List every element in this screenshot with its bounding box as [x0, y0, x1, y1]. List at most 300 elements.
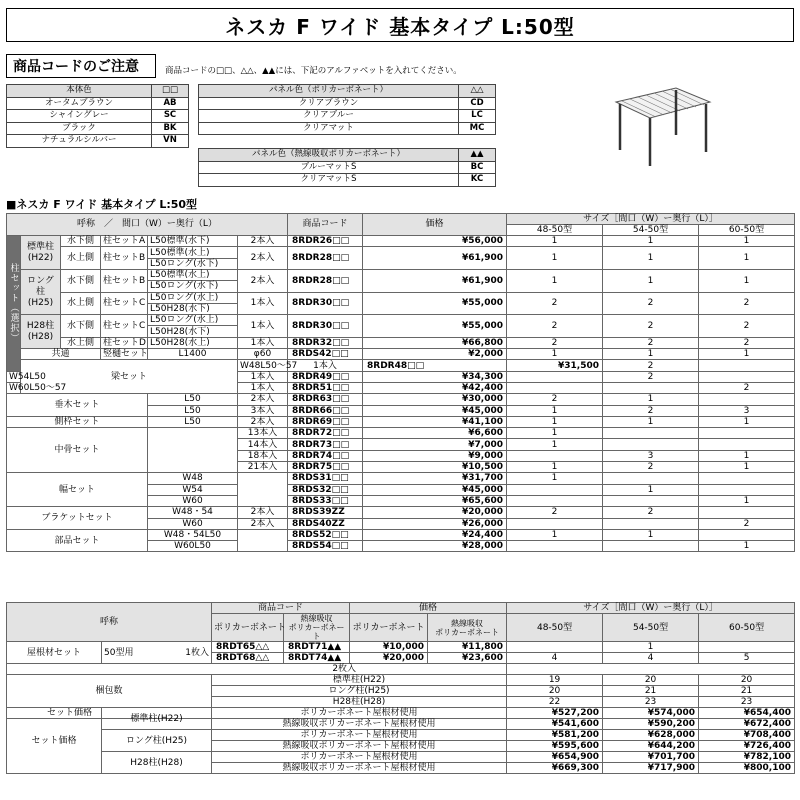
konpo-48: 22 — [507, 697, 603, 708]
qty-60: 1 — [699, 541, 795, 552]
panel-pc-code-header: △△ — [459, 85, 496, 98]
qty: 2本入 — [238, 518, 288, 529]
code: 8RDS40ZZ — [288, 518, 363, 529]
color-code: BK — [152, 122, 189, 135]
price: ¥42,400 — [363, 382, 507, 393]
price: ¥41,100 — [363, 416, 507, 427]
qty-54: 1 — [603, 484, 699, 495]
set-price-48: ¥527,200 — [507, 708, 603, 719]
set-group: H28柱(H28) — [102, 752, 212, 774]
code-heat: 8RDT74▲▲ — [284, 653, 350, 664]
qty-54 — [603, 541, 699, 552]
color-name: ブラック — [7, 122, 152, 135]
side-shita: 水下側 — [61, 315, 101, 338]
qty: 1本入 — [238, 337, 288, 348]
price: ¥66,800 — [363, 337, 507, 348]
qty: 1本入 — [288, 360, 363, 371]
code: 8RDR28□□ — [288, 269, 363, 292]
b-h-price-pc: ポリカーボネート — [350, 614, 428, 642]
size-48: 48-50型 — [507, 224, 603, 235]
panel-name: ブルーマットS — [199, 161, 459, 174]
qty-54: 1 — [603, 416, 699, 427]
qty-54: 1 — [603, 247, 699, 270]
blank-spec — [148, 428, 238, 473]
set-price-48: ¥595,600 — [507, 741, 603, 752]
qty: 2本入 — [238, 416, 288, 427]
qty-48 — [507, 484, 603, 495]
qty-48 — [507, 518, 603, 529]
code: 8RDR63□□ — [288, 394, 363, 405]
set-name: 柱セットC — [101, 292, 148, 315]
konpo-type: H28柱(H28) — [212, 697, 507, 708]
spec: W48L50～57 — [238, 360, 288, 371]
qty-54: 2 — [603, 405, 699, 416]
set-group: ロング柱(H25) — [102, 730, 212, 752]
set-price-60: ¥782,100 — [699, 752, 795, 763]
set-price-48: ¥581,200 — [507, 730, 603, 741]
spec: W54L50 — [7, 371, 21, 382]
set-price-name: セット価格 — [47, 708, 93, 718]
qty-54: 1 — [603, 236, 699, 247]
spec: W48・54 — [148, 507, 238, 518]
panel-code: KC — [459, 174, 496, 187]
price: ¥28,000 — [363, 541, 507, 552]
nakabone-set-label: 中骨セット — [7, 428, 148, 473]
page-title: ネスカ F ワイド 基本タイプ L:50型 — [6, 8, 794, 42]
group-long: ロング柱 (H25) — [21, 269, 61, 314]
price-pc: ¥20,000 — [350, 653, 428, 664]
spec: L50 — [148, 416, 238, 427]
set-price-54: ¥644,200 — [603, 741, 699, 752]
price-pc: ¥10,000 — [350, 642, 428, 653]
qty-54 — [603, 439, 699, 450]
taruki-set-label: 垂木セット — [7, 394, 148, 417]
qty-60: 1 — [699, 247, 795, 270]
set-group: 標準柱(H22) — [102, 708, 212, 730]
konpo-type: ロング柱(H25) — [212, 686, 507, 697]
qty-48: 1 — [507, 529, 603, 540]
spec: W60L50～57 — [7, 382, 21, 393]
qty-54: 2 — [603, 462, 699, 473]
spec: L50ロング(水下) — [148, 281, 238, 292]
notice-text: 商品コードの□□、△△、▲▲には、下記のアルファベットを入れてください。 — [165, 66, 462, 76]
set-price-54: ¥701,700 — [603, 752, 699, 763]
price: ¥24,400 — [363, 529, 507, 540]
set-price-60: ¥672,400 — [699, 719, 795, 730]
h-name: 呼称 ／ 間口（W）ー奥行（L） — [7, 213, 288, 236]
qty-48 — [507, 642, 603, 653]
qty-48: 2 — [507, 394, 603, 405]
set-price-label: セット価格 — [7, 708, 102, 774]
spec: L50H28(水下) — [148, 303, 238, 314]
roof-type: 50型用 — [104, 647, 134, 658]
roof-qty-1: 1枚入 — [185, 647, 210, 658]
qty-48: 2 — [507, 507, 603, 518]
h-price: 価格 — [363, 213, 507, 236]
qty: 1本入 — [238, 382, 288, 393]
code: 8RDR28□□ — [288, 247, 363, 270]
qty-60 — [699, 473, 795, 484]
qty-48: 1 — [507, 428, 603, 439]
panel-code: LC — [459, 110, 496, 123]
price: ¥26,000 — [363, 518, 507, 529]
price: ¥55,000 — [363, 292, 507, 315]
size-54: 54-50型 — [603, 614, 699, 642]
price: ¥9,000 — [363, 450, 507, 461]
panel-code: MC — [459, 122, 496, 135]
qty-48 — [507, 371, 603, 382]
code: 8RDS32□□ — [288, 484, 363, 495]
blank-qty — [238, 529, 288, 552]
blank-qty — [238, 473, 288, 507]
qty-60: 2 — [699, 382, 795, 393]
price: ¥55,000 — [363, 315, 507, 338]
qty-60: 1 — [699, 450, 795, 461]
spec: L50H28(水上) — [148, 337, 238, 348]
qty: 2本入 — [238, 394, 288, 405]
b-h-name: 呼称 — [7, 603, 212, 642]
color-name: オータムブラウン — [7, 97, 152, 110]
body-color-code-header: □□ — [152, 85, 189, 98]
b-h-heat: 熱線吸収 ポリカーボネート — [284, 614, 350, 642]
price: ¥20,000 — [363, 507, 507, 518]
konpo-60: 20 — [699, 675, 795, 686]
qty-54: 1 — [603, 349, 699, 360]
qty-60 — [699, 394, 795, 405]
konpo-type: 標準柱(H22) — [212, 675, 507, 686]
panel-pc-header: パネル色（ポリカーボネート） — [199, 85, 459, 98]
price: ¥65,600 — [363, 495, 507, 506]
code: 8RDR73□□ — [288, 439, 363, 450]
qty: 1本入 — [238, 315, 288, 338]
set-price-60: ¥800,100 — [699, 763, 795, 774]
qty: 13本入 — [238, 428, 288, 439]
qty: 2本入 — [238, 507, 288, 518]
konpo-60: 23 — [699, 697, 795, 708]
size-60: 60-50型 — [699, 224, 795, 235]
code: 8RDR30□□ — [288, 315, 363, 338]
buhin-set-label: 部品セット — [7, 529, 148, 552]
qty-48: 1 — [507, 269, 603, 292]
qty-48: 1 — [507, 405, 603, 416]
code: 8RDS52□□ — [288, 529, 363, 540]
side-label-pillar-set: 柱セット（選択） — [7, 236, 21, 372]
qty-60: 1 — [699, 416, 795, 427]
set-heat-label: 熱線吸収ポリカーボネート屋根材使用 — [212, 741, 507, 752]
spec: L50 — [148, 394, 238, 405]
qty-54: 2 — [603, 315, 699, 338]
set-name: 柱セットB — [101, 247, 148, 270]
price: ¥31,700 — [363, 473, 507, 484]
color-code: VN — [152, 135, 189, 148]
qty-60: 1 — [699, 236, 795, 247]
konpo-60: 21 — [699, 686, 795, 697]
konpo-48: 20 — [507, 686, 603, 697]
price: ¥31,500 — [507, 360, 603, 371]
set-price-54: ¥574,000 — [603, 708, 699, 719]
color-name: シャイングレー — [7, 110, 152, 123]
b-h-price-heat: 熱線吸収 ポリカーボネート — [428, 614, 507, 642]
qty-60: 1 — [699, 495, 795, 506]
qty-54: 3 — [603, 450, 699, 461]
spacer — [507, 664, 795, 675]
price: ¥6,600 — [363, 428, 507, 439]
qty-48: 1 — [507, 462, 603, 473]
color-name: ナチュラルシルバー — [7, 135, 152, 148]
qty-48: 2 — [507, 315, 603, 338]
qty-48: 1 — [507, 473, 603, 484]
set-price-48: ¥669,300 — [507, 763, 603, 774]
b-h-code: 商品コード — [212, 603, 350, 614]
set-price-60: ¥726,400 — [699, 741, 795, 752]
set-name: 竪樋セット — [101, 349, 148, 360]
side-kami: 水上側 — [61, 247, 101, 270]
panel-name: クリアマットS — [199, 174, 459, 187]
notice-label: 商品コードのご注意 — [6, 54, 156, 78]
code: 8RDS42□□ — [288, 349, 363, 360]
set-heat-label: 熱線吸収ポリカーボネート屋根材使用 — [212, 719, 507, 730]
qty-60 — [699, 642, 795, 653]
qty-54 — [699, 360, 795, 371]
qty-54 — [603, 382, 699, 393]
b-h-size: サイズ［間口（W）ー奥行（L）］ — [507, 603, 795, 614]
qty-54 — [603, 473, 699, 484]
code: 8RDR26□□ — [288, 236, 363, 247]
set-pc-label: ポリカーボネート屋根材使用 — [212, 752, 507, 763]
qty-48: 1 — [507, 247, 603, 270]
qty-48 — [507, 495, 603, 506]
roof-set-label: 屋根材セット — [7, 642, 102, 664]
qty-48: 1 — [507, 439, 603, 450]
qty-48 — [507, 382, 603, 393]
qty-54: 2 — [603, 292, 699, 315]
qty: 14本入 — [238, 439, 288, 450]
qty-60 — [699, 428, 795, 439]
price: ¥2,000 — [363, 349, 507, 360]
set-pc-label: ポリカーボネート屋根材使用 — [212, 708, 507, 719]
code: 8RDR69□□ — [288, 416, 363, 427]
qty: φ60 — [238, 349, 288, 360]
code: 8RDR74□□ — [288, 450, 363, 461]
qty: 2本入 — [238, 247, 288, 270]
qty-48 — [507, 450, 603, 461]
spec: L50標準(水上) — [148, 247, 238, 258]
main-price-table — [6, 213, 795, 552]
common-label: 共通 — [21, 349, 101, 360]
set-price-60: ¥708,400 — [699, 730, 795, 741]
set-name: 柱セットC — [101, 315, 148, 338]
qty-54 — [603, 495, 699, 506]
spec: L50ロング(水下) — [148, 258, 238, 269]
qty-54: 1 — [603, 529, 699, 540]
code: 8RDR66□□ — [288, 405, 363, 416]
code: 8RDS33□□ — [288, 495, 363, 506]
qty: 1本入 — [238, 292, 288, 315]
spec: W48 — [148, 473, 238, 484]
set-price-54: ¥590,200 — [603, 719, 699, 730]
panel-pc-table — [198, 84, 496, 135]
spec: L50標準(水上) — [148, 269, 238, 280]
color-code: AB — [152, 97, 189, 110]
group-h28: H28柱 (H28) — [21, 315, 61, 349]
qty-48: 1 — [507, 349, 603, 360]
qty-54: 2 — [603, 507, 699, 518]
spec: L50ロング(水上) — [148, 292, 238, 303]
set-price-48: ¥654,900 — [507, 752, 603, 763]
code: 8RDR48□□ — [363, 360, 507, 371]
set-price-60: ¥654,400 — [699, 708, 795, 719]
spec: W54 — [148, 484, 238, 495]
code: 8RDS31□□ — [288, 473, 363, 484]
konpo-54: 23 — [603, 697, 699, 708]
panel-name: クリアブラウン — [199, 97, 459, 110]
qty-48: 2 — [507, 337, 603, 348]
qty: 2本入 — [238, 236, 288, 247]
code-pc: 8RDT65△△ — [212, 642, 284, 653]
spec: W60 — [148, 518, 238, 529]
side-kami: 水上側 — [61, 292, 101, 315]
code: 8RDR51□□ — [288, 382, 363, 393]
haba-set-label: 幅セット — [7, 473, 148, 507]
qty-48 — [507, 541, 603, 552]
qty-54 — [603, 428, 699, 439]
price: ¥61,900 — [363, 269, 507, 292]
price-heat: ¥11,800 — [428, 642, 507, 653]
qty: 2本入 — [238, 269, 288, 292]
code-pc: 8RDT68△△ — [212, 653, 284, 664]
size-60: 60-50型 — [699, 614, 795, 642]
qty-54: 1 — [603, 269, 699, 292]
spec: L50H28(水下) — [148, 326, 238, 337]
qty: 18本入 — [238, 450, 288, 461]
set-name: 柱セットA — [101, 236, 148, 247]
spec: L50標準(水下) — [148, 236, 238, 247]
code: 8RDS39ZZ — [288, 507, 363, 518]
hari-set-label: 梁セット — [21, 360, 238, 394]
panel-heat-header: パネル色（熱線吸収ポリカーボネート） — [199, 149, 459, 162]
qty-60 — [699, 484, 795, 495]
set-heat-label: 熱線吸収ポリカーボネート屋根材使用 — [212, 763, 507, 774]
konpo-48: 19 — [507, 675, 603, 686]
price: ¥56,000 — [363, 236, 507, 247]
qty: 3本入 — [238, 405, 288, 416]
size-54: 54-50型 — [603, 224, 699, 235]
code: 8RDR72□□ — [288, 428, 363, 439]
price: ¥61,900 — [363, 247, 507, 270]
qty-48: 2 — [603, 360, 699, 371]
konpo-label: 梱包数 — [7, 675, 212, 708]
qty-48: 1 — [507, 236, 603, 247]
spec: W60L50 — [148, 541, 238, 552]
roof-type-cell — [102, 642, 212, 664]
qty-54: 1 — [603, 642, 699, 653]
main-heading: ■ネスカ F ワイド 基本タイプ L:50型 — [6, 198, 198, 211]
spec: W48・54L50 — [148, 529, 238, 540]
body-color-header: 本体色 — [7, 85, 152, 98]
h-size: サイズ［間口（W）ー奥行（L）］ — [507, 213, 795, 224]
spec: L1400 — [148, 349, 238, 360]
qty-60: 5 — [699, 653, 795, 664]
qty-60 — [699, 371, 795, 382]
panel-code: BC — [459, 161, 496, 174]
carport-illustration — [606, 80, 716, 168]
set-price-54: ¥717,900 — [603, 763, 699, 774]
panel-heat-table — [198, 148, 496, 187]
sokuwaku-set-label: 側枠セット — [7, 416, 148, 427]
set-price-54: ¥628,000 — [603, 730, 699, 741]
qty-48: 2 — [507, 292, 603, 315]
qty-60 — [699, 529, 795, 540]
qty-60: 1 — [699, 269, 795, 292]
price: ¥34,300 — [363, 371, 507, 382]
code: 8RDS54□□ — [288, 541, 363, 552]
qty-60 — [699, 507, 795, 518]
price-heat: ¥23,600 — [428, 653, 507, 664]
code: 8RDR49□□ — [288, 371, 363, 382]
qty-54 — [603, 518, 699, 529]
side-shita: 水下側 — [61, 236, 101, 247]
price: ¥7,000 — [363, 439, 507, 450]
code-heat: 8RDT71▲▲ — [284, 642, 350, 653]
konpo-54: 21 — [603, 686, 699, 697]
panel-code: CD — [459, 97, 496, 110]
price: ¥10,500 — [363, 462, 507, 473]
qty: 21本入 — [238, 462, 288, 473]
price: ¥30,000 — [363, 394, 507, 405]
price: ¥45,000 — [363, 484, 507, 495]
qty-60: 2 — [699, 337, 795, 348]
side-kami: 水上側 — [61, 337, 101, 348]
code: 8RDR30□□ — [288, 292, 363, 315]
price: ¥45,000 — [363, 405, 507, 416]
set-pc-label: ポリカーボネート屋根材使用 — [212, 730, 507, 741]
qty-48: 4 — [507, 653, 603, 664]
roof-qty-2: 2枚入 — [332, 664, 357, 674]
roof-qty-2-row — [7, 664, 507, 675]
code: 8RDR32□□ — [288, 337, 363, 348]
qty-60: 1 — [699, 462, 795, 473]
spec: W60 — [148, 495, 238, 506]
h-code: 商品コード — [288, 213, 363, 236]
qty-54: 1 — [603, 394, 699, 405]
size-48: 48-50型 — [507, 614, 603, 642]
qty-60: 2 — [699, 518, 795, 529]
spec: L50ロング(水上) — [148, 315, 238, 326]
qty-54: 2 — [603, 337, 699, 348]
group-standard: 標準柱 (H22) — [21, 236, 61, 270]
qty-60: 1 — [699, 349, 795, 360]
qty-54: 2 — [603, 371, 699, 382]
konpo-54: 20 — [603, 675, 699, 686]
body-color-table — [6, 84, 189, 148]
code: 8RDR75□□ — [288, 462, 363, 473]
set-name: 柱セットD — [101, 337, 148, 348]
bracket-set-label: ブラケットセット — [7, 507, 148, 530]
qty-60 — [699, 439, 795, 450]
b-h-price: 価格 — [350, 603, 507, 614]
qty-54: 4 — [603, 653, 699, 664]
roof-and-set-price-table — [6, 602, 795, 719]
b-h-pc: ポリカーボネート — [212, 614, 284, 642]
set-price-table — [6, 707, 795, 774]
side-shita: 水下側 — [61, 269, 101, 292]
qty-60: 2 — [699, 292, 795, 315]
spec: L50 — [148, 405, 238, 416]
qty: 1本入 — [238, 371, 288, 382]
panel-name: クリアブルー — [199, 110, 459, 123]
color-code: SC — [152, 110, 189, 123]
panel-name: クリアマット — [199, 122, 459, 135]
